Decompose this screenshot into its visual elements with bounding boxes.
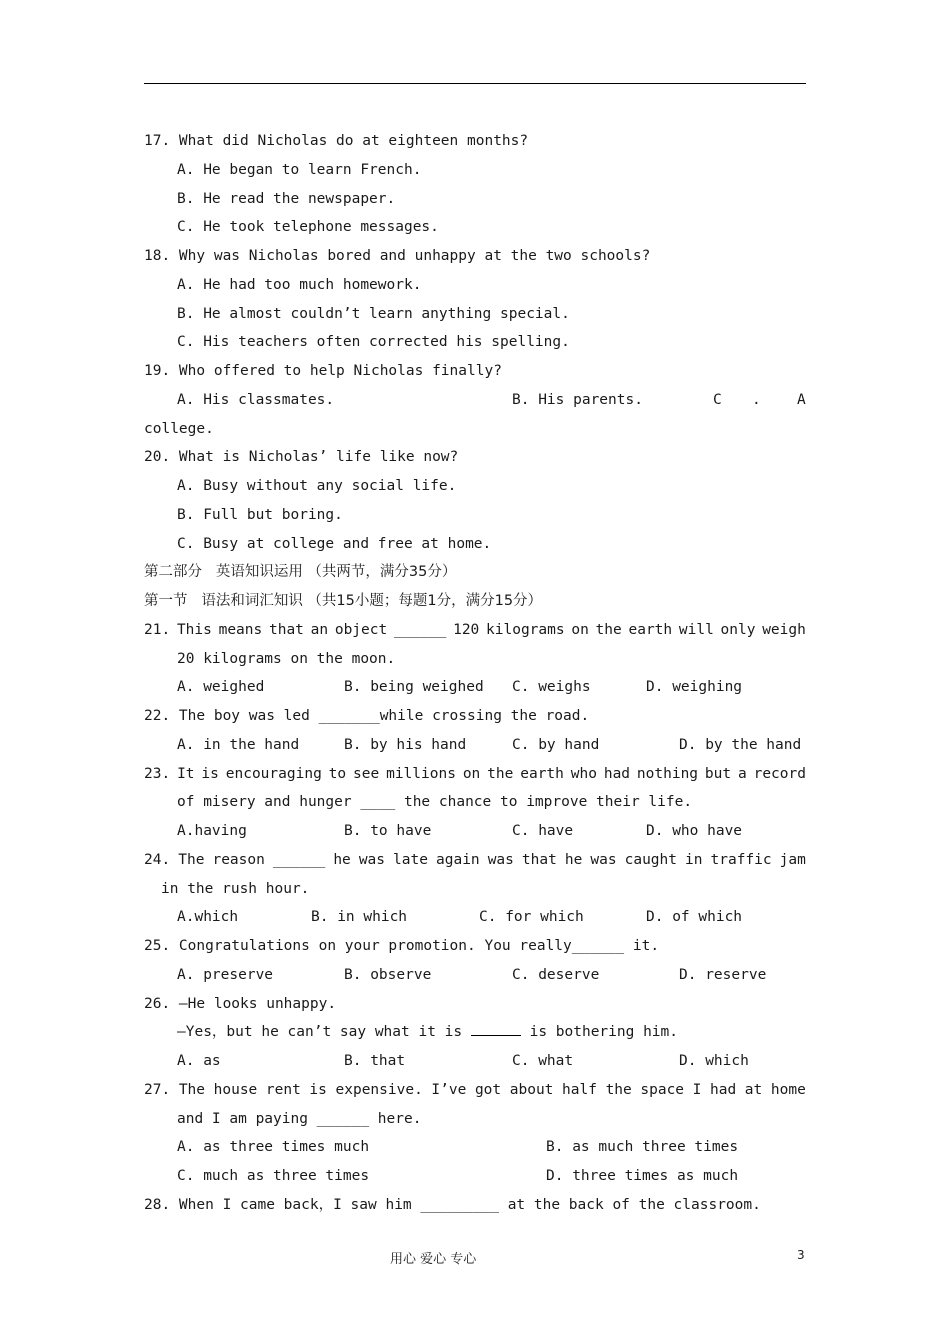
q25-stem: 25. Congratulations on your promotion. You really______ it. xyxy=(144,938,660,954)
word: at xyxy=(744,1081,763,1098)
q24-option-c: C. for which xyxy=(479,909,584,926)
word: space xyxy=(640,1081,685,1098)
word: that xyxy=(268,621,304,638)
q27-option-d: D. three times as much xyxy=(546,1168,739,1184)
q22-options xyxy=(144,731,806,760)
q23-option-d: D. who have xyxy=(646,823,743,839)
q22-option-b: B. by his hand xyxy=(344,736,467,753)
q18-option-a: A. He had too much homework. xyxy=(177,276,422,293)
word: had xyxy=(709,1081,737,1098)
word: is xyxy=(201,765,219,782)
answer-blank xyxy=(471,1019,521,1036)
word: see xyxy=(353,765,380,782)
word: 120 xyxy=(453,621,480,638)
word: was xyxy=(487,851,514,868)
q19-option-c-continued: college. xyxy=(144,420,214,437)
footer-motto: 用心 爱心 专心 xyxy=(390,1252,477,1267)
q24-option-b: B. in which xyxy=(311,909,408,926)
q19-options xyxy=(144,386,806,415)
word: It xyxy=(177,765,195,782)
q19-option-c-letter: C xyxy=(713,391,722,408)
q27-stem-line1 xyxy=(144,1076,806,1105)
q20-option-c: C. Busy at college and free at home. xyxy=(177,535,492,552)
word: about xyxy=(509,1081,554,1098)
word: I xyxy=(692,1081,702,1098)
q22-option-c: C. by hand xyxy=(512,736,600,753)
word: means xyxy=(218,621,263,638)
word: only xyxy=(720,621,756,638)
word: record xyxy=(753,765,806,782)
word: expensive. xyxy=(335,1081,423,1098)
q26-option-c: C. what xyxy=(512,1053,574,1069)
word: who xyxy=(570,765,597,782)
q21-option-d: D. weighing xyxy=(646,679,743,696)
word: weigh xyxy=(762,621,806,638)
word: was xyxy=(590,851,617,868)
word: rent xyxy=(265,1081,301,1098)
word: is xyxy=(309,1081,327,1098)
q21-options xyxy=(144,673,806,702)
page-number: 3 xyxy=(797,1248,805,1262)
q21-stem-line1 xyxy=(144,616,806,645)
word: had xyxy=(603,765,631,782)
word: he xyxy=(333,851,351,868)
word: millions xyxy=(386,765,456,782)
word: earth xyxy=(628,621,673,638)
q28-stem: 28. When I came back，I saw him _________ at the back of the classroom. xyxy=(144,1196,761,1213)
q19-option-a: A. His classmates. xyxy=(177,391,335,408)
q18-option-c: C. His teachers often corrected his spelling. xyxy=(177,334,570,351)
q27-options-row2 xyxy=(144,1162,806,1191)
word: traffic xyxy=(710,851,772,868)
word: will xyxy=(678,621,714,638)
q27-option-a: A. as three times much xyxy=(177,1139,370,1156)
word: a xyxy=(737,765,747,782)
word: home xyxy=(770,1081,806,1098)
q21-option-c: C. weighs xyxy=(512,679,591,696)
q21-stem-line2: 20 kilograms on the moon. xyxy=(177,650,396,667)
word: but xyxy=(704,765,732,782)
word: object xyxy=(334,621,388,638)
q21-option-a: A. weighed xyxy=(177,679,265,696)
q26-option-a: A. as xyxy=(177,1053,221,1069)
q25-option-b: B. observe xyxy=(344,966,432,983)
word: caught xyxy=(624,851,677,868)
word: 23. xyxy=(144,765,171,782)
word: half xyxy=(562,1081,597,1098)
word: 24. xyxy=(144,851,171,868)
word: got xyxy=(474,1081,502,1098)
q20-option-a: A. Busy without any social life. xyxy=(177,478,457,494)
answer-blank: ______ xyxy=(272,851,326,868)
word: on xyxy=(571,621,589,638)
q19-option-c-dot: . xyxy=(752,391,761,408)
q18-option-b: B. He almost couldn’t learn anything special. xyxy=(177,305,570,322)
q25-option-a: A. preserve xyxy=(177,966,274,983)
q22-option-a: A. in the hand xyxy=(177,736,300,753)
q19-option-b: B. His parents. xyxy=(512,391,643,408)
q17-option-a: A. He began to learn French. xyxy=(177,161,422,178)
answer-blank: ______ xyxy=(393,621,447,638)
word: This xyxy=(176,621,212,638)
word: again xyxy=(436,851,480,868)
word: 27. xyxy=(144,1081,171,1098)
q23-option-a: A.having xyxy=(177,823,247,839)
word: was xyxy=(358,851,386,868)
q26-option-d: D. which xyxy=(679,1053,749,1069)
q17-option-b: B. He read the newspaper. xyxy=(177,190,396,207)
q27-option-b: B. as much three times xyxy=(546,1139,739,1156)
word: jam xyxy=(779,851,806,868)
word: an xyxy=(310,621,329,638)
q25-option-d: D. reserve xyxy=(679,966,767,983)
word: in xyxy=(685,851,703,868)
q27-options-row1 xyxy=(144,1133,806,1162)
word: encouraging xyxy=(225,765,322,782)
q26-stem: 26. —He looks unhappy. xyxy=(144,995,337,1012)
q17-option-c: C. He took telephone messages. xyxy=(177,219,439,236)
q18-stem: 18. Why was Nicholas bored and unhappy at the two schools? xyxy=(144,248,651,264)
word: he xyxy=(564,851,583,868)
q25-option-c: C. deserve xyxy=(512,966,600,983)
q27-stem-line2: and I am paying ______ here. xyxy=(177,1110,422,1127)
q23-stem-line2: of misery and hunger ____ the chance to improve their life. xyxy=(177,794,693,811)
word: nothing xyxy=(636,765,699,782)
page-footer xyxy=(0,1248,950,1268)
word: house xyxy=(213,1081,258,1098)
word: The xyxy=(178,851,205,868)
q20-option-b: B. Full but boring. xyxy=(177,506,343,523)
q27-option-c: C. much as three times xyxy=(177,1168,370,1184)
word: I’ve xyxy=(431,1081,467,1098)
q26-reply-text-post: is bothering him. xyxy=(520,1024,678,1041)
word: 21. xyxy=(144,621,171,638)
q24-stem-line2: in the rush hour. xyxy=(161,880,310,897)
q24-options xyxy=(144,903,806,932)
q17-stem: 17. What did Nicholas do at eighteen months? xyxy=(144,133,529,149)
word: the xyxy=(605,1081,632,1098)
word: that xyxy=(521,851,557,868)
word: earth xyxy=(520,765,564,782)
word: The xyxy=(178,1081,206,1098)
word: reason xyxy=(212,851,265,868)
q26-reply-line xyxy=(144,1018,806,1047)
q19-option-c-text: A xyxy=(797,391,806,408)
q23-option-b: B. to have xyxy=(344,823,432,839)
q23-option-c: C. have xyxy=(512,823,574,839)
q19-stem: 19. Who offered to help Nicholas finally? xyxy=(144,363,502,379)
q21-option-b: B. being weighed xyxy=(344,679,484,696)
exam-page-content xyxy=(144,127,806,1220)
q26-options xyxy=(144,1047,806,1076)
word: late xyxy=(393,851,428,868)
part-two-heading: 第二部分 英语知识运用 （共两节，满分35分） xyxy=(144,564,457,581)
word: kilograms xyxy=(486,621,565,638)
section-one-heading: 第一节 语法和词汇知识 （共15小题；每题1分，满分15分） xyxy=(144,593,543,609)
word: on xyxy=(462,765,481,782)
q24-stem-line1 xyxy=(144,846,806,875)
word: the xyxy=(487,765,514,782)
q26-reply-text-pre: —Yes，but he can’t say what it is xyxy=(177,1024,471,1041)
q23-stem-line1 xyxy=(144,760,806,789)
word: to xyxy=(328,765,347,782)
header-rule xyxy=(144,83,806,84)
q24-option-d: D. of which xyxy=(646,909,743,926)
q24-option-a: A.which xyxy=(177,909,239,926)
word: the xyxy=(595,621,622,638)
q26-option-b: B. that xyxy=(344,1053,406,1069)
q25-options xyxy=(144,961,806,990)
q22-stem: 22. The boy was led _______while crossing the road. xyxy=(144,708,590,724)
q20-stem: 20. What is Nicholas’ life like now? xyxy=(144,449,459,466)
q23-options xyxy=(144,817,806,846)
q22-option-d: D. by the hand xyxy=(679,736,802,753)
